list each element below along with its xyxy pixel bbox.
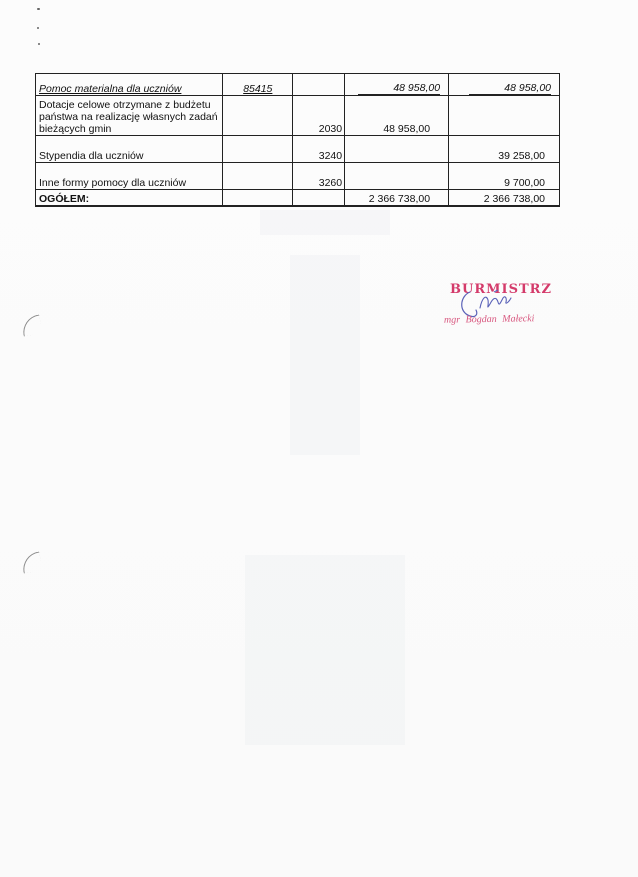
table-row	[36, 74, 560, 96]
stamp-name: mgr Bogdan Małecki	[443, 313, 535, 326]
table-row	[36, 136, 560, 163]
row-amount-a	[345, 74, 449, 96]
scan-mark	[37, 8, 40, 10]
punch-hole-icon	[20, 551, 42, 573]
row-dzial	[223, 96, 293, 136]
table-row-total	[36, 190, 560, 207]
punch-hole-icon	[20, 314, 42, 336]
row-amount-a	[345, 163, 449, 190]
row-paragraf	[293, 190, 345, 207]
scan-mark	[37, 27, 39, 29]
stamp-title: BURMISTRZ	[450, 282, 552, 297]
row-amount-a: 2 366 738,00	[345, 190, 449, 207]
row-paragraf: 2030	[293, 96, 345, 136]
row-paragraf: 3260	[293, 163, 345, 190]
row-amount-b: 39 258,00	[449, 136, 560, 163]
row-description: OGÓŁEM:	[36, 190, 223, 207]
row-description: Stypendia dla uczniów	[36, 136, 223, 163]
row-description: Dotacje celowe otrzymane z budżetu państwa na realizację własnych zadań bieżących gmin	[36, 96, 223, 136]
row-dzial	[223, 163, 293, 190]
row-dzial: 85415	[223, 74, 293, 96]
row-amount-a	[345, 136, 449, 163]
row-paragraf	[293, 74, 345, 96]
row-amount-b	[449, 96, 560, 136]
row-amount-b: 9 700,00	[449, 163, 560, 190]
budget-table	[35, 73, 560, 207]
row-dzial	[223, 136, 293, 163]
table-row	[36, 96, 560, 136]
row-paragraf: 3240	[293, 136, 345, 163]
amount-value: 48 958,00	[358, 82, 440, 95]
row-amount-a: 48 958,00	[345, 96, 449, 136]
row-description: Pomoc materialna dla uczniów	[36, 74, 223, 96]
row-amount-b	[449, 74, 560, 96]
row-amount-b: 2 366 738,00	[449, 190, 560, 207]
row-description: Inne formy pomocy dla uczniów	[36, 163, 223, 190]
scan-bleed	[260, 210, 390, 235]
scan-bleed	[245, 555, 405, 745]
amount-value: 48 958,00	[469, 82, 551, 95]
scan-mark	[38, 43, 40, 45]
scan-bleed	[290, 255, 360, 455]
mayor-stamp	[420, 278, 580, 338]
row-dzial	[223, 190, 293, 207]
table-row	[36, 163, 560, 190]
